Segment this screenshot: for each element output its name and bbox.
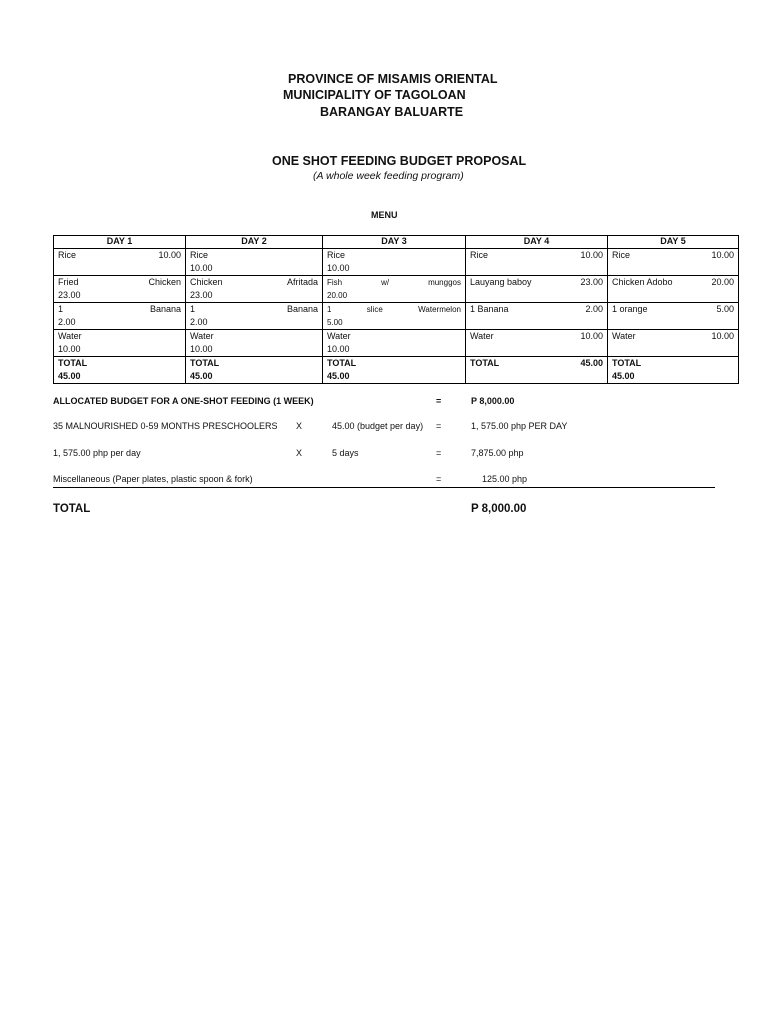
- grand-total-value: P 8,000.00: [471, 503, 527, 515]
- menu-item: Chicken: [148, 277, 181, 287]
- menu-cell: [186, 330, 323, 357]
- menu-item: Water: [190, 331, 214, 341]
- menu-price: 5.00: [716, 304, 734, 314]
- equals-sign: =: [436, 421, 442, 431]
- daily-cost-value: 1, 575.00 php PER DAY: [471, 421, 568, 431]
- menu-cell: [466, 249, 608, 276]
- menu-price: 10.00: [580, 331, 603, 341]
- days-count: 5 days: [332, 448, 359, 458]
- menu-cell: [186, 249, 323, 276]
- menu-item: Rice: [190, 250, 209, 260]
- total-label: TOTAL: [327, 358, 357, 368]
- menu-price: 10.00: [158, 250, 181, 260]
- menu-price: 10.00: [580, 250, 603, 260]
- menu-cell: [466, 330, 608, 357]
- municipality-heading: MUNICIPALITY OF TAGOLOAN: [283, 88, 466, 102]
- barangay-heading: BARANGAY BALUARTE: [320, 105, 464, 119]
- total-value: 45.00: [327, 371, 350, 381]
- allocated-budget-value: P 8,000.00: [471, 396, 515, 406]
- multiply-sign: X: [296, 421, 303, 431]
- menu-item: Water: [327, 331, 351, 341]
- menu-cell: [54, 303, 186, 330]
- total-label: TOTAL: [470, 358, 500, 368]
- table-row: [54, 276, 739, 303]
- menu-price: 23.00: [580, 277, 603, 287]
- menu-item: Rice: [327, 250, 346, 260]
- menu-item: munggos: [428, 278, 461, 287]
- menu-cell: [608, 357, 739, 384]
- menu-item: w/: [381, 278, 390, 287]
- menu-price: 2.00: [190, 317, 208, 327]
- menu-cell: [608, 276, 739, 303]
- table-row: [54, 303, 739, 330]
- document-subtitle: (A whole week feeding program): [313, 170, 464, 182]
- menu-cell: [186, 357, 323, 384]
- menu-price: 20.00: [711, 277, 734, 287]
- province-heading: PROVINCE OF MISAMIS ORIENTAL: [288, 72, 498, 86]
- menu-cell: [608, 249, 739, 276]
- equals-sign: =: [436, 474, 442, 484]
- menu-cell: [466, 357, 608, 384]
- menu-cell: [466, 303, 608, 330]
- menu-cell: [186, 303, 323, 330]
- equals-sign: =: [436, 396, 442, 406]
- menu-item: slice: [366, 305, 383, 314]
- table-row: [54, 357, 739, 384]
- menu-item: Water: [470, 331, 494, 341]
- menu-item: Water: [612, 331, 636, 341]
- weekly-cost-value: 7,875.00 php: [471, 448, 524, 458]
- total-value: 45.00: [190, 371, 213, 381]
- miscellaneous-label: Miscellaneous (Paper plates, plastic spoon & fork): [53, 474, 253, 484]
- menu-price: 5.00: [327, 318, 343, 327]
- menu-cell: [323, 276, 466, 303]
- menu-item: Fried: [58, 277, 79, 287]
- grand-total-label: TOTAL: [53, 503, 91, 515]
- menu-item: 1: [327, 305, 332, 314]
- multiply-sign: X: [296, 448, 303, 458]
- menu-item: 1: [190, 304, 196, 314]
- menu-cell: [608, 303, 739, 330]
- menu-item: Water: [58, 331, 82, 341]
- menu-price: 10.00: [190, 263, 213, 273]
- menu-item: 1 Banana: [470, 304, 509, 314]
- miscellaneous-value: 125.00 php: [482, 474, 528, 484]
- menu-cell: [54, 249, 186, 276]
- day-header: DAY 2: [186, 236, 323, 249]
- menu-cell: [323, 303, 466, 330]
- day-header: DAY 1: [54, 236, 186, 249]
- per-day-line-label: 1, 575.00 php per day: [53, 448, 141, 458]
- total-value: 45.00: [58, 371, 81, 381]
- table-row: [54, 330, 739, 357]
- menu-price: 10.00: [327, 344, 350, 354]
- menu-table: [53, 235, 739, 384]
- menu-item: Chicken Adobo: [612, 277, 673, 287]
- day-header: DAY 5: [608, 236, 739, 249]
- menu-price: 10.00: [190, 344, 213, 354]
- document-title: ONE SHOT FEEDING BUDGET PROPOSAL: [272, 154, 527, 168]
- menu-item: Lauyang baboy: [470, 277, 532, 287]
- menu-price: 2.00: [585, 304, 603, 314]
- menu-label: MENU: [371, 210, 398, 220]
- menu-price: 10.00: [327, 263, 350, 273]
- total-label: TOTAL: [612, 358, 642, 368]
- total-divider: [53, 487, 715, 488]
- equals-sign: =: [436, 448, 442, 458]
- budget-per-day: 45.00 (budget per day): [332, 421, 424, 431]
- day-header: DAY 4: [466, 236, 608, 249]
- menu-cell: [54, 357, 186, 384]
- allocated-budget-label: ALLOCATED BUDGET FOR A ONE-SHOT FEEDING (1 WEEK): [53, 396, 314, 406]
- menu-price: 10.00: [711, 250, 734, 260]
- menu-item: Fish: [327, 278, 343, 287]
- menu-item: Rice: [470, 250, 489, 260]
- day-header: DAY 3: [323, 236, 466, 249]
- menu-item: Banana: [286, 304, 318, 314]
- menu-item: Rice: [58, 250, 77, 260]
- table-row: [54, 249, 739, 276]
- menu-item: 1 orange: [612, 304, 648, 314]
- total-value: 45.00: [580, 358, 603, 368]
- menu-item: Chicken: [190, 277, 223, 287]
- total-value: 45.00: [612, 371, 635, 381]
- menu-cell: [54, 330, 186, 357]
- menu-item: Watermelon: [418, 305, 461, 314]
- menu-cell: [608, 330, 739, 357]
- total-label: TOTAL: [190, 358, 220, 368]
- menu-item: Rice: [612, 250, 631, 260]
- menu-cell: [323, 330, 466, 357]
- menu-cell: [323, 249, 466, 276]
- menu-price: 2.00: [58, 317, 76, 327]
- menu-table-header-row: [54, 236, 739, 249]
- menu-item: Banana: [149, 304, 181, 314]
- menu-cell: [323, 357, 466, 384]
- menu-price: 10.00: [58, 344, 81, 354]
- total-label: TOTAL: [58, 358, 88, 368]
- menu-price: 10.00: [711, 331, 734, 341]
- menu-price: 23.00: [58, 290, 81, 300]
- menu-cell: [54, 276, 186, 303]
- menu-cell: [466, 276, 608, 303]
- menu-price: 23.00: [190, 290, 213, 300]
- menu-item: 1: [58, 304, 64, 314]
- menu-item: Afritada: [286, 277, 318, 287]
- preschoolers-line-label: 35 MALNOURISHED 0-59 MONTHS PRESCHOOLERS: [53, 421, 278, 431]
- menu-cell: [186, 276, 323, 303]
- menu-price: 20.00: [327, 291, 348, 300]
